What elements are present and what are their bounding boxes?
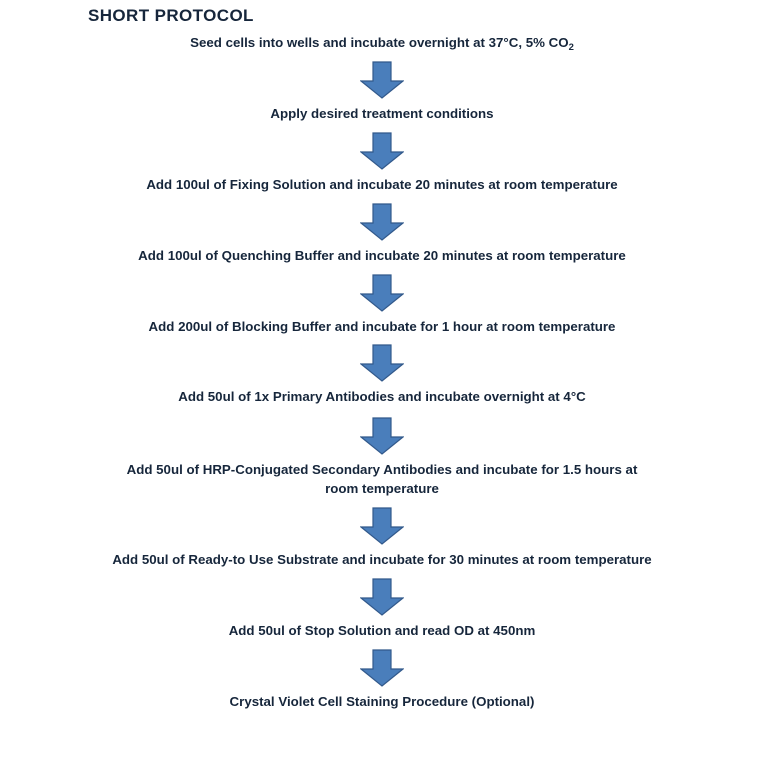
arrow-9 xyxy=(360,649,404,687)
page-title: SHORT PROTOCOL xyxy=(88,6,254,25)
flow-container xyxy=(40,32,724,712)
arrow-3 xyxy=(360,203,404,241)
step-crystal-violet: Crystal Violet Cell Staining Procedure (Optional) xyxy=(229,693,535,709)
step-apply-treatment: Apply desired treatment conditions xyxy=(270,105,494,121)
arrow-1 xyxy=(360,61,404,99)
arrow-5 xyxy=(360,344,404,382)
step-seed-cells-label: Seed cells into wells and incubate overnight at 37°C, 5% CO xyxy=(190,35,569,50)
down-arrow-icon xyxy=(360,274,404,312)
step-seed-cells-subscript: 2 xyxy=(568,42,574,53)
down-arrow-icon xyxy=(360,132,404,170)
step-substrate: Add 50ul of Ready-to Use Substrate and incubate for 30 minutes at room temperature xyxy=(112,552,652,567)
down-arrow-icon xyxy=(360,507,404,545)
arrow-7 xyxy=(360,507,404,545)
down-arrow-icon xyxy=(360,344,404,382)
down-arrow-icon xyxy=(360,203,404,241)
arrow-8 xyxy=(360,578,404,616)
arrow-2 xyxy=(360,132,404,170)
step-stop-solution: Add 50ul of Stop Solution and read OD at 450nm xyxy=(228,622,536,638)
down-arrow-icon xyxy=(360,61,404,99)
arrow-4 xyxy=(360,274,404,312)
step-blocking-buffer: Add 200ul of Blocking Buffer and incubate for 1 hour at room temperature xyxy=(148,318,616,334)
down-arrow-icon xyxy=(360,578,404,616)
arrow-6 xyxy=(360,417,404,455)
down-arrow-icon xyxy=(360,417,404,455)
step-fixing-solution: Add 100ul of Fixing Solution and incubate 20 minutes at room temperature xyxy=(146,176,618,192)
step-quenching-buffer: Add 100ul of Quenching Buffer and incubate 20 minutes at room temperature xyxy=(138,247,626,263)
step-secondary-antibodies: Add 50ul of HRP-Conjugated Secondary Antibodies and incubate for 1.5 hours at room temperature xyxy=(126,462,638,497)
down-arrow-icon xyxy=(360,649,404,687)
step-primary-antibodies: Add 50ul of 1x Primary Antibodies and incubate overnight at 4°C xyxy=(178,389,586,405)
step-seed-cells xyxy=(186,34,578,53)
